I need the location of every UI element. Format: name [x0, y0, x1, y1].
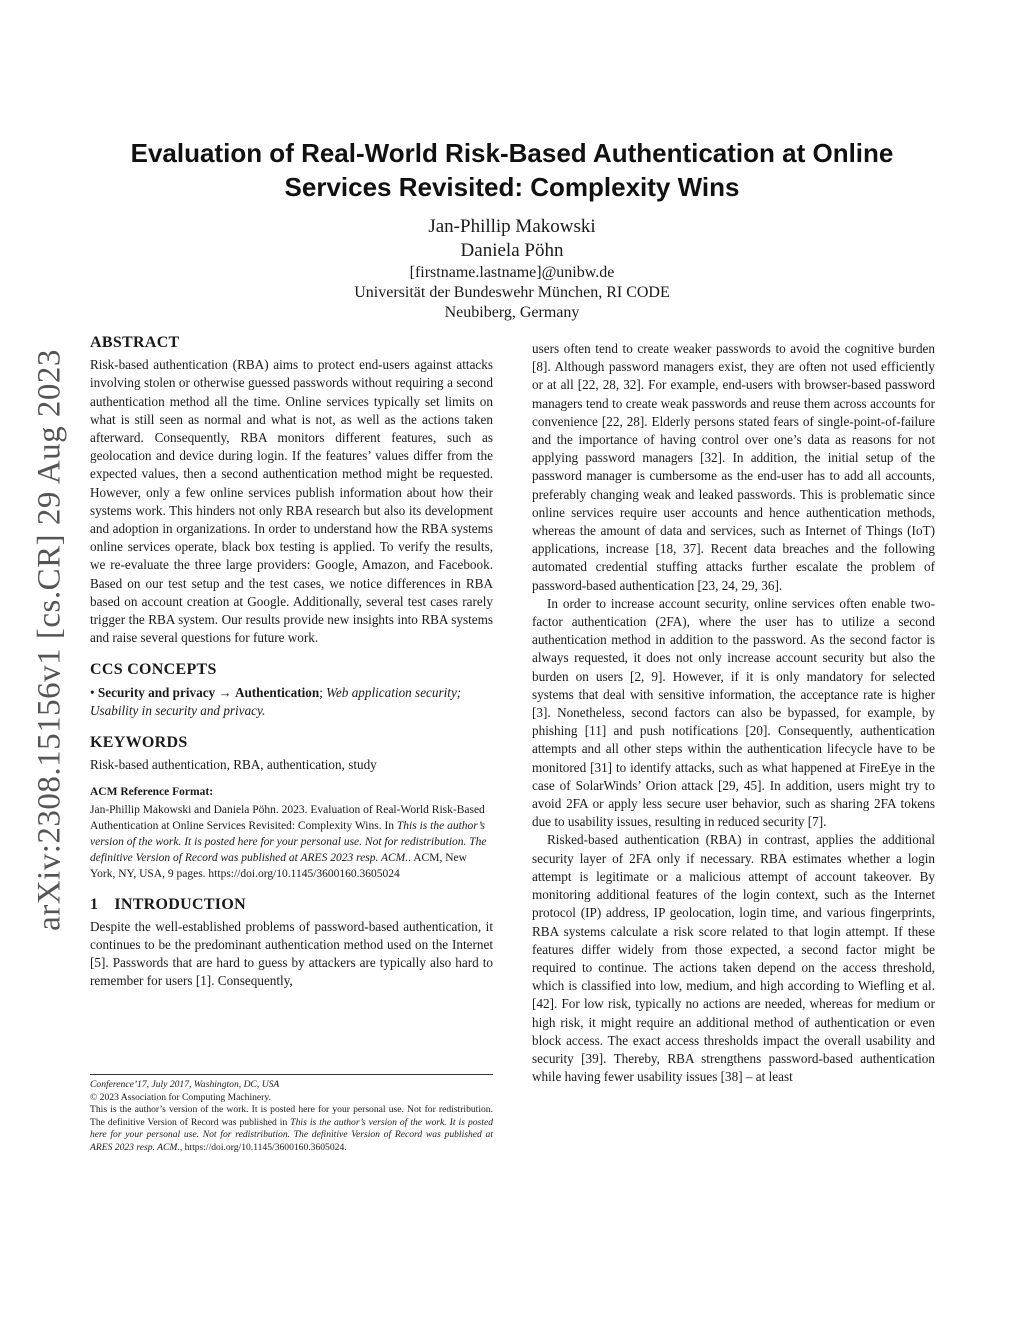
- ccs-concept-primary: Security and privacy: [97, 684, 216, 700]
- ccs-heading: CCS CONCEPTS: [90, 661, 217, 679]
- footnote-venue: This is the author’s version of the work. It is posted here for your personal use. Not for redistribution. The definitive Version of Record was published at ARES 2023 resp. ACM.: [90, 1116, 494, 1153]
- footnote-doi: , https://doi.org/10.1145/3600160.3605024.: [179, 1141, 347, 1153]
- author-name: Daniela Pöhn: [460, 240, 564, 261]
- introduction-paragraph: In order to increase account security, online services often enable two-factor authentication (2FA), where the user has to utilize a second authentication method in addition to the password. As the second factor is always requested, it does not only increase account security but also the burden on users [2, 9]. However, if it is only mandatory for selected systems that deal with sensitive information, the acceptance rate is higher [3]. Nonetheless, second factors can also be bypassed, for example, by phishing [11] and push notifications [20]. Consequently, authentication attempts and all other steps within the authentication lifecycle have to be monitored [31] to identify attacks, such as what happened at FireEye in the case of SolarWinds’ Orion attack [29, 45]. In addition, users might try to avoid 2FA or apply less secure user behavior, such as sharing 2FA tokens due to usability issues, resulting in reduced security [7].: [532, 595, 935, 830]
- left-column: [90, 334, 493, 991]
- acm-reference-part: Jan-Phillip Makowski and Daniela Pöhn. 2023. Evaluation of Real-World Risk-Based Authentication at Online Services Revisited: Complexity Wins. In: [90, 803, 485, 832]
- paper-title: Evaluation of Real-World Risk-Based Authentication at Online Services Revisited: Complexity Wins: [130, 138, 894, 202]
- section-title: INTRODUCTION: [114, 895, 246, 913]
- introduction-heading: [90, 896, 493, 914]
- abstract-text: Risk-based authentication (RBA) aims to protect end-users against attacks involving stolen or otherwise guessed passwords without requiring a second authentication method all the time. Online services typically set limits on what is still seen as normal and what is not, as well as the actions taken afterward. Consequently, RBA monitors different features, such as geolocation and device during login. If the features’ values differ from the expected values, then a second authentication method might be requested. However, only a few online services publish information about how their systems work. This hinders not only RBA research but also its development and adoption in organizations. In order to understand how the RBA systems online services operate, black box testing is applied. To verify the results, we re-evaluate the three large providers: Google, Amazon, and Facebook. Based on our test setup and the test cases, we notice differences in RBA based on account creation at Google. Additionally, several test cases rarely trigger the RBA system. Our results provide new insights into RBA systems and raise several questions for future work.: [90, 357, 493, 646]
- introduction-paragraph: users often tend to create weaker passwords to avoid the cognitive burden [8]. Although password managers exist, they are often not used efficiently or at all [22, 28, 32]. For example, end-users with browser-based password managers tend to create weak passwords and reuse them across accounts for convenience [22, 28]. Elderly persons stated fears of single-point-of-failure and the importance of having control over one’s data as reasons for not applying password managers [32]. In addition, the initial setup of the password manager is cumbersome as the end-user has to add all accounts, preferably changing weak and leaked passwords. This is problematic since online services require user accounts and hence authentication methods, whereas the amount of data and services, such as Internet of Things (IoT) applications, increase [18, 37]. Recent data breaches and the following automated credential stuffing attacks further escalate the problem of password-based authentication [23, 24, 29, 36].: [532, 341, 935, 593]
- arxiv-identifier-stamp: arXiv:2308.15156v1 [cs.CR] 29 Aug 2023: [31, 349, 68, 931]
- author-email: [firstname.lastname]@unibw.de: [409, 264, 615, 281]
- acm-reference-heading: ACM Reference Format:: [90, 786, 214, 799]
- footnote-conference: Conference’17, July 2017, Washington, DC, USA: [90, 1079, 280, 1090]
- ccs-separator: ;: [319, 684, 327, 700]
- abstract-heading: ABSTRACT: [90, 334, 180, 351]
- footnote-copyright: © 2023 Association for Computing Machinery.: [90, 1091, 271, 1103]
- section-number: 1: [90, 895, 99, 913]
- acm-reference-venue: This is the author’s version of the work. It is posted here for your personal use. Not for redistribution. The definitive Version of Record was published at ARES 2023 resp. ACM.: [90, 819, 487, 864]
- right-column: [532, 340, 935, 1086]
- keywords-text: Risk-based authentication, RBA, authentication, study: [90, 757, 377, 773]
- introduction-text-left: Despite the well-established problems of password-based authentication, it continues to be the predominant authentication method used on the Internet [5]. Passwords that are hard to guess by attackers are typically also hard to remember for users [1]. Consequently,: [90, 918, 493, 989]
- ccs-bullet: •: [90, 684, 95, 700]
- acm-reference-doi: . ACM, New York, NY, USA, 9 pages. https://doi.org/10.1145/3600160.3605024: [90, 851, 467, 880]
- author-block: [212, 215, 812, 323]
- footnote-text: [90, 1104, 493, 1154]
- author-name: Jan-Phillip Makowski: [428, 216, 596, 237]
- keywords-heading: KEYWORDS: [90, 734, 188, 752]
- author-affiliation: Universität der Bundeswehr München, RI CODE: [354, 284, 670, 301]
- introduction-paragraph: Risked-based authentication (RBA) in contrast, applies the additional security layer of 2FA only if necessary. RBA estimates whether a login attempt is legitimate or a malicious attempt of account takeover. By monitoring additional features of the login context, such as the Internet protocol (IP) address, IP geolocation, login time, and various fingerprints, RBA systems calculate a risk score related to that login attempt. If these features differ widely from those expected, a second factor might be required to continue. The actions taken depend on the access threshold, which is classified into low, medium, and high according to Wiefling et al. [42]. For low risk, typically no actions are needed, whereas for medium or high risk, it might require an additional method of authentication or even block access. The exact access thresholds impact the overall usability and security [39]. Thereby, RBA strengthens password-based authentication while having fewer usability issues [38] – at least: [532, 832, 935, 1085]
- ccs-concepts: [90, 684, 493, 720]
- ccs-arrow: →: [215, 684, 235, 700]
- author-location: Neubiberg, Germany: [444, 304, 580, 321]
- ccs-concept-italic: Web application security; Usability in security and privacy.: [90, 684, 462, 718]
- footnote-block: [90, 1074, 493, 1155]
- footnote-part: This is the author’s version of the work. It is posted here for your personal use. Not for redistribution. The definitive Version of Record was published in: [90, 1104, 493, 1128]
- acm-reference-text: [90, 802, 493, 882]
- ccs-concept-secondary: Authentication: [234, 684, 320, 700]
